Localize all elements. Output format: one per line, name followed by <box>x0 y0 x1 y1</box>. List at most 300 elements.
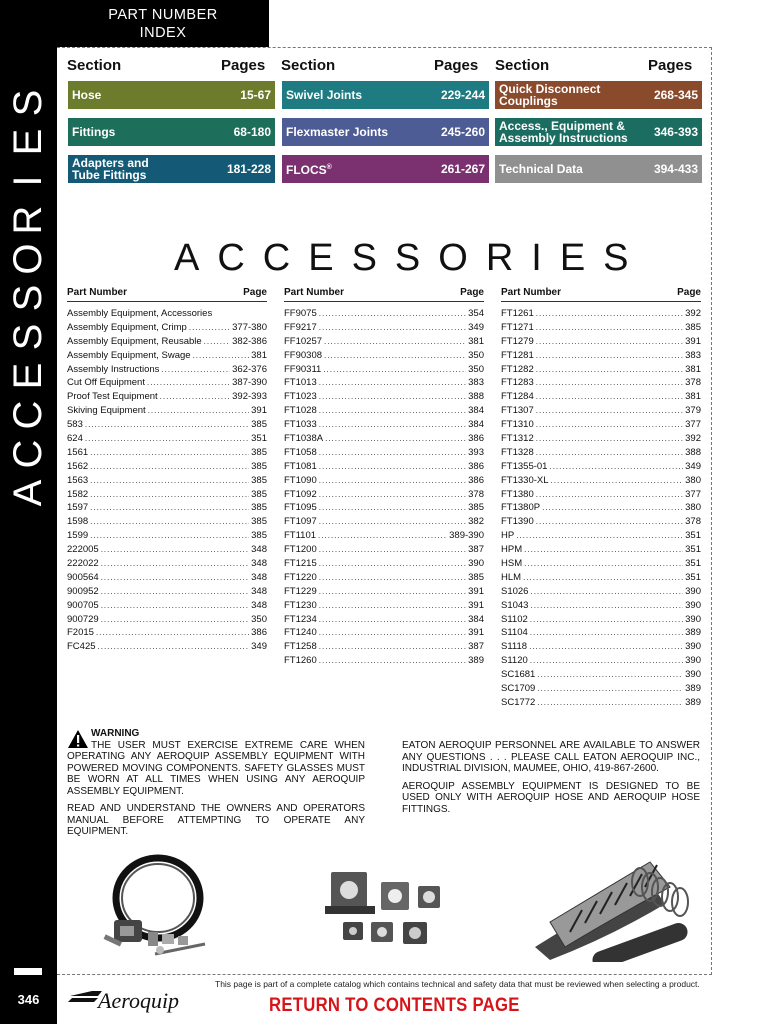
dot-leader <box>324 349 466 363</box>
index-entry <box>501 474 701 488</box>
dot-leader <box>551 474 684 488</box>
index-label-line1: PART NUMBER <box>108 7 218 23</box>
spine-letter: R <box>6 205 50 235</box>
contact-info-block <box>402 740 700 815</box>
dot-leader <box>319 543 466 557</box>
dot-leader <box>319 515 466 529</box>
part-number: SC1681 <box>501 669 536 681</box>
dot-leader <box>324 335 466 349</box>
part-number: HSM <box>501 558 523 570</box>
part-number: 1562 <box>67 460 89 472</box>
dot-leader <box>537 682 683 696</box>
registered-mark: ® <box>326 164 332 171</box>
index-entry <box>284 626 484 640</box>
dot-leader <box>530 599 683 613</box>
part-number: Assembly Equipment, Swage <box>67 349 191 361</box>
warning-block <box>67 728 365 838</box>
dot-leader <box>536 335 683 349</box>
dot-leader <box>536 404 683 418</box>
index-entry <box>501 696 701 710</box>
index-entry <box>501 515 701 529</box>
index-header <box>501 287 701 302</box>
page-ref: 362-376 <box>232 363 267 375</box>
page-ref: 349 <box>685 460 701 472</box>
page-ref: 391 <box>468 627 484 639</box>
index-entry <box>67 529 267 543</box>
dot-leader <box>536 432 683 446</box>
part-number: FT1307 <box>501 405 534 417</box>
page-ref: 378 <box>685 516 701 528</box>
part-number: FT1310 <box>501 419 534 431</box>
page-ref: 390 <box>685 585 701 597</box>
page-ref: 377 <box>685 488 701 500</box>
part-number: FF9075 <box>284 308 317 319</box>
part-number: 900952 <box>67 585 99 597</box>
index-entry <box>501 363 701 377</box>
aeroquip-wordmark: Aeroquip <box>98 988 180 1013</box>
page-ref: 381 <box>685 391 701 403</box>
index-entry <box>501 599 701 613</box>
dot-leader <box>101 543 249 557</box>
index-entry <box>284 418 484 432</box>
part-number: FF90308 <box>284 349 323 361</box>
dot-leader <box>516 529 683 543</box>
part-number: 1599 <box>67 530 89 542</box>
page-ref: 387-390 <box>232 377 267 389</box>
section-pages: 15-67 <box>240 88 271 102</box>
part-number: Assembly Instructions <box>67 363 160 375</box>
page-ref: 385 <box>251 460 267 472</box>
dot-leader <box>536 376 683 390</box>
index-entry <box>501 418 701 432</box>
part-number-heading: Part Number <box>67 287 128 298</box>
section-link-swivel-joints[interactable] <box>282 81 489 109</box>
spine-letter: S <box>6 323 50 351</box>
part-number: 583 <box>67 419 83 431</box>
side-spine <box>0 0 57 1024</box>
part-number: S1102 <box>501 613 528 625</box>
page-ref: 391 <box>468 599 484 611</box>
part-number: FT1271 <box>501 321 534 333</box>
pages-header: Pages <box>648 57 693 74</box>
dot-leader <box>536 390 683 404</box>
dot-leader <box>85 418 249 432</box>
part-number: FT1260 <box>284 655 317 667</box>
page-ref: 383 <box>468 377 484 389</box>
page-ref: 354 <box>468 308 484 319</box>
dot-leader <box>536 307 683 321</box>
dot-leader <box>319 488 466 502</box>
dot-leader <box>325 432 466 446</box>
index-entry <box>284 349 484 363</box>
page-ref: 386 <box>468 433 484 445</box>
part-number: FT1013 <box>284 377 317 389</box>
part-number-heading: Part Number <box>501 287 562 298</box>
dot-leader <box>319 460 466 474</box>
part-number: SC1772 <box>501 696 536 708</box>
part-number: FT1028 <box>284 405 317 417</box>
dot-leader <box>90 474 249 488</box>
page-ref: 385 <box>251 516 267 528</box>
dot-leader <box>319 640 466 654</box>
page-ref: 393 <box>468 446 484 458</box>
index-entry <box>284 557 484 571</box>
page-ref: 390 <box>685 599 701 611</box>
part-number: FT1033 <box>284 419 317 431</box>
dot-leader <box>101 599 249 613</box>
dot-leader <box>319 321 466 335</box>
page-ref: 348 <box>251 599 267 611</box>
section-link-hose[interactable] <box>68 81 275 109</box>
page-heading: Page <box>677 287 701 298</box>
part-number: FT1261 <box>501 308 534 319</box>
part-number: 1582 <box>67 488 89 500</box>
index-entry <box>67 349 267 363</box>
warning-icon <box>67 729 89 749</box>
warning-manual-text: READ AND UNDERSTAND THE OWNERS AND OPERATORS MANUAL BEFORE ATTEMPTING TO OPERATE ANY EQUIPMENT. <box>67 803 365 837</box>
warning-text: THE USER MUST EXERCISE EXTREME CARE WHEN OPERATING ANY AEROQUIP ASSEMBLY EQUIPMENT WITH POWERED MOVING COMPONENTS. SAFETY GLASSES MUST BE WORN AT ALL TIMES WHEN USING ANY AEROQUIP ASSEMBLY EQUIPMENT. <box>67 739 365 797</box>
dot-leader <box>319 376 466 390</box>
page-ref: 384 <box>468 613 484 625</box>
part-number: FT1092 <box>284 488 317 500</box>
spine-letter: E <box>6 128 50 156</box>
page-ref: 390 <box>685 669 701 681</box>
index-entry <box>67 613 267 627</box>
index-entry <box>284 501 484 515</box>
part-number: FC425 <box>67 641 96 653</box>
dot-leader <box>318 529 447 543</box>
dot-leader <box>101 557 249 571</box>
part-number: FT1283 <box>501 377 534 389</box>
page-ref: 382 <box>468 516 484 528</box>
index-entry <box>284 307 484 321</box>
section-name: Adapters and Tube Fittings <box>72 156 149 182</box>
part-number-index-label <box>57 0 269 47</box>
section-name: Flexmaster Joints <box>286 125 389 139</box>
page-ref: 389-390 <box>449 530 484 542</box>
page-ref: 385 <box>468 571 484 583</box>
pages-header: Pages <box>221 57 266 74</box>
dot-leader <box>90 529 249 543</box>
page-ref: 389 <box>468 655 484 667</box>
index-entry <box>284 654 484 668</box>
part-number: FT1355-01 <box>501 460 548 472</box>
part-number: HPM <box>501 544 523 556</box>
page-ref: 350 <box>468 349 484 361</box>
index-entry <box>501 557 701 571</box>
page-ref: 389 <box>685 683 701 695</box>
spine-letter: I <box>6 175 50 187</box>
index-entry <box>67 390 267 404</box>
page-ref: 381 <box>468 335 484 347</box>
page-number: 346 <box>17 992 40 1007</box>
dot-leader <box>319 307 466 321</box>
part-number: FT1234 <box>284 613 317 625</box>
index-entry <box>67 474 267 488</box>
dot-leader <box>549 460 683 474</box>
page-ref: 388 <box>685 446 701 458</box>
section-name: Access., Equipment & Assembly Instructions <box>499 119 628 145</box>
spine-vertical-title <box>6 42 50 522</box>
page-ref: 390 <box>685 655 701 667</box>
section-link-fittings[interactable] <box>68 118 275 146</box>
index-entry <box>284 599 484 613</box>
section-link-quick-disconnect-couplings[interactable] <box>495 81 702 109</box>
page-ref: 377-380 <box>232 321 267 333</box>
index-column-3 <box>501 287 701 710</box>
page-ref: 392 <box>685 433 701 445</box>
dot-leader <box>319 654 466 668</box>
index-entry <box>284 376 484 390</box>
dot-leader <box>193 349 250 363</box>
section-name: Quick Disconnect Couplings <box>499 82 601 108</box>
part-number: 1563 <box>67 474 89 486</box>
dot-leader <box>90 446 249 460</box>
return-to-contents-link[interactable]: RETURN TO CONTENTS PAGE <box>269 995 520 1016</box>
part-number: FT1200 <box>284 544 317 556</box>
index-entry <box>284 543 484 557</box>
dot-leader <box>530 613 683 627</box>
dot-leader <box>160 390 230 404</box>
part-number: FT1090 <box>284 474 317 486</box>
part-number: Assembly Equipment, Accessories <box>67 308 213 319</box>
spine-letter: C <box>6 439 50 469</box>
part-number: FT1095 <box>284 502 317 514</box>
part-number: FT1390 <box>501 516 534 528</box>
part-number: FT1312 <box>501 433 534 445</box>
index-entry <box>501 529 701 543</box>
spine-letter: O <box>6 243 50 275</box>
section-pages: 181-228 <box>226 162 271 176</box>
part-number: FT1058 <box>284 446 317 458</box>
spine-letter: S <box>6 284 50 312</box>
section-pages: 68-180 <box>233 125 271 139</box>
section-link-flexmaster-joints[interactable] <box>282 118 489 146</box>
part-number: FT1330-XL <box>501 474 549 486</box>
index-entry <box>284 321 484 335</box>
index-entry <box>67 460 267 474</box>
page-ref: 385 <box>251 474 267 486</box>
dot-leader <box>204 335 230 349</box>
page-ref: 382-386 <box>232 335 267 347</box>
index-column-1 <box>67 287 267 654</box>
part-number: 222005 <box>67 544 99 556</box>
index-list <box>284 307 484 668</box>
part-number: S1104 <box>501 627 528 639</box>
index-entry <box>284 404 484 418</box>
dot-leader <box>523 571 683 585</box>
part-number: 900564 <box>67 571 99 583</box>
hose-crimper-kit-image <box>100 850 215 965</box>
index-entry <box>67 543 267 557</box>
index-entry <box>501 654 701 668</box>
page-ref: 383 <box>685 349 701 361</box>
part-number-heading: Part Number <box>284 287 345 298</box>
page-ref: 380 <box>685 474 701 486</box>
index-entry <box>501 571 701 585</box>
clamp-blocks-image <box>323 868 448 953</box>
part-number: Cut Off Equipment <box>67 377 145 389</box>
index-entry <box>67 488 267 502</box>
section-name: FLOCS® <box>286 163 332 177</box>
dot-leader <box>319 390 466 404</box>
section-link-technical-data[interactable] <box>495 155 702 183</box>
page-ref: 386 <box>468 474 484 486</box>
part-number: Proof Test Equipment <box>67 391 158 403</box>
index-entry <box>67 418 267 432</box>
index-entry <box>67 501 267 515</box>
page-ref: 390 <box>685 613 701 625</box>
part-number: Assembly Equipment, Crimp <box>67 321 187 333</box>
page-ref: 387 <box>468 544 484 556</box>
page-heading: Page <box>243 287 267 298</box>
part-number: 624 <box>67 433 83 445</box>
section-link-flocs[interactable] <box>282 155 489 183</box>
page-ref: 385 <box>685 321 701 333</box>
index-entry <box>501 307 701 321</box>
index-entry <box>67 432 267 446</box>
dot-leader <box>530 654 683 668</box>
index-entry <box>501 682 701 696</box>
page-ref: 381 <box>251 349 267 361</box>
page-ref: 385 <box>251 488 267 500</box>
index-entry <box>501 460 701 474</box>
dot-leader <box>536 515 683 529</box>
page-ref: 351 <box>685 558 701 570</box>
part-number: S1043 <box>501 599 529 611</box>
page-ref: 388 <box>468 391 484 403</box>
page-ref: 385 <box>251 419 267 431</box>
index-entry <box>67 404 267 418</box>
part-number: 900705 <box>67 599 99 611</box>
page-ref: 348 <box>251 585 267 597</box>
part-number: 222022 <box>67 558 99 570</box>
dot-leader <box>323 363 466 377</box>
dot-leader <box>101 585 249 599</box>
pages-header: Pages <box>434 57 479 74</box>
part-number: S1120 <box>501 655 528 667</box>
dot-leader <box>524 557 683 571</box>
section-name: Hose <box>72 88 102 102</box>
part-number: FF10257 <box>284 335 323 347</box>
part-number: Skiving Equipment <box>67 405 146 417</box>
section-name: Technical Data <box>499 162 583 176</box>
contact-text: EATON AEROQUIP PERSONNEL ARE AVAILABLE TO ANSWER ANY QUESTIONS . . . PLEASE CALL EATON AEROQUIP INC., INDUSTRIAL DIVISION, MAUMEE, OHIO, 419-867-2600. <box>402 740 700 774</box>
page-ref: 385 <box>251 446 267 458</box>
page-ref: 377 <box>685 419 701 431</box>
dot-leader <box>161 363 230 377</box>
index-entry <box>67 335 267 349</box>
spine-letter: C <box>6 400 50 430</box>
dot-leader <box>319 571 466 585</box>
dot-leader <box>536 363 683 377</box>
dot-leader <box>530 626 683 640</box>
index-entry <box>284 640 484 654</box>
index-entry <box>501 404 701 418</box>
index-entry <box>67 571 267 585</box>
index-header <box>284 287 484 302</box>
part-number: FT1215 <box>284 558 317 570</box>
part-number: FT1038A <box>284 433 324 445</box>
page-ref: 385 <box>251 530 267 542</box>
page-ref: 350 <box>468 363 484 375</box>
part-number: FT1281 <box>501 349 534 361</box>
index-entry <box>284 446 484 460</box>
page-ref: 391 <box>685 335 701 347</box>
dot-leader <box>98 640 250 654</box>
page-ref: 349 <box>251 641 267 653</box>
part-number: 900729 <box>67 613 99 625</box>
part-number: FT1284 <box>501 391 534 403</box>
page-ref: 392-393 <box>232 391 267 403</box>
section-name: Swivel Joints <box>286 88 363 102</box>
dot-leader <box>90 501 249 515</box>
page-ref: 391 <box>468 585 484 597</box>
page-ref: 386 <box>251 627 267 639</box>
index-entry <box>284 585 484 599</box>
part-number: F2015 <box>67 627 94 639</box>
index-list <box>67 307 267 654</box>
dot-leader <box>101 571 249 585</box>
dot-leader <box>537 668 683 682</box>
part-number: FT1023 <box>284 391 317 403</box>
part-number: FT1229 <box>284 585 317 597</box>
dot-leader <box>536 488 683 502</box>
dot-leader <box>536 321 683 335</box>
part-number: FT1258 <box>284 641 317 653</box>
index-entry <box>501 349 701 363</box>
index-entry <box>67 515 267 529</box>
index-entry <box>67 446 267 460</box>
section-name: Fittings <box>72 125 116 139</box>
section-link-access-equipment-assembly-instructions[interactable] <box>495 118 702 146</box>
dot-leader <box>542 501 683 515</box>
section-link-adapters-and-tube-fittings[interactable] <box>68 155 275 183</box>
dot-leader <box>148 404 249 418</box>
usage-text: AEROQUIP ASSEMBLY EQUIPMENT IS DESIGNED TO BE USED ONLY WITH AEROQUIP HOSE AND AEROQUIP HOSE FITTINGS. <box>402 780 700 815</box>
part-number: S1026 <box>501 585 529 597</box>
index-column-2 <box>284 287 484 668</box>
dot-leader <box>189 321 230 335</box>
page-title: ACCESSORIES <box>174 237 647 279</box>
part-number: FT1081 <box>284 460 317 472</box>
index-entry <box>501 488 701 502</box>
index-entry <box>284 432 484 446</box>
index-entry <box>501 321 701 335</box>
dot-leader <box>524 543 683 557</box>
part-number: FF90311 <box>284 363 322 375</box>
section-header: Section <box>495 57 550 74</box>
dot-leader <box>536 446 683 460</box>
index-entry <box>284 390 484 404</box>
index-entry <box>501 432 701 446</box>
index-entry <box>284 571 484 585</box>
index-entry <box>284 363 484 377</box>
dot-leader <box>319 501 466 515</box>
section-pages: 394-433 <box>653 162 698 176</box>
dot-leader <box>319 474 466 488</box>
dot-leader <box>319 626 466 640</box>
index-entry <box>284 335 484 349</box>
index-entry <box>67 557 267 571</box>
catalog-disclaimer: This page is part of a complete catalog which contains technical and safety data that must be reviewed when selecting a product. <box>215 979 700 989</box>
part-number: FF9217 <box>284 321 317 333</box>
dot-leader <box>319 404 466 418</box>
page-ref: 391 <box>251 405 267 417</box>
part-number: FT1380P <box>501 502 541 514</box>
part-number: FT1328 <box>501 446 534 458</box>
index-entry <box>284 488 484 502</box>
